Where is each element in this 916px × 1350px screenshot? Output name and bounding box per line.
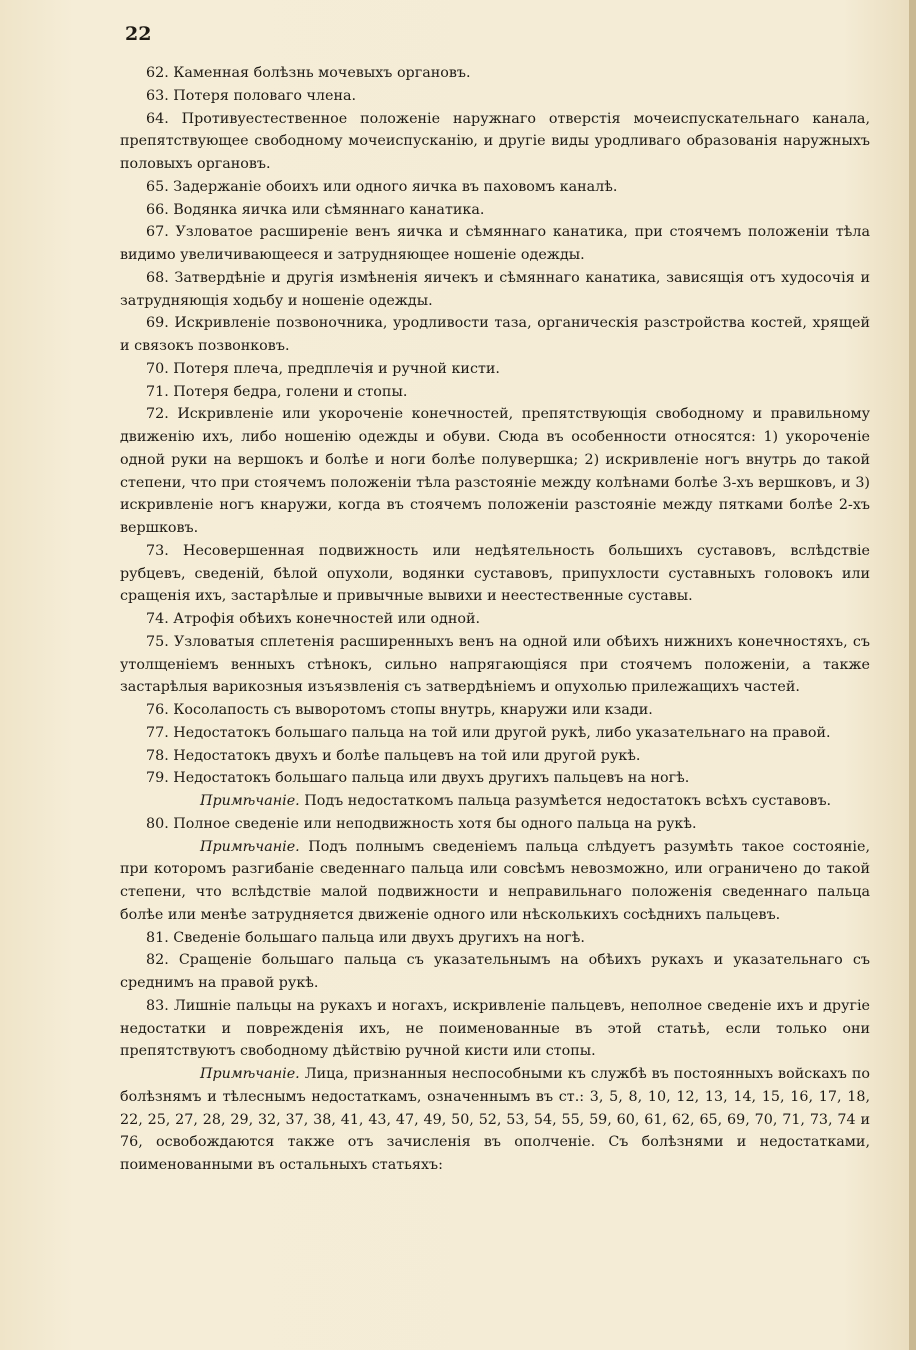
article-83: 83. Лишніе пальцы на рукахъ и ногахъ, искривленіе пальцевъ, неполное сведеніе ихъ и другіе недостатки и поврежденія ихъ, не поименованные въ этой статьѣ, если только они препятствуютъ свободному дѣйствію ручной кисти или стопы. xyxy=(120,997,870,1060)
article-78: 78. Недостатокъ двухъ и болѣе пальцевъ на той или другой рукѣ. xyxy=(146,747,641,764)
article-79: 79. Недостатокъ большаго пальца или двухъ другихъ пальцевъ на ногѣ. xyxy=(146,770,690,787)
note-label: Примѣчаніе. xyxy=(200,838,300,855)
article-63: 63. Потеря половаго члена. xyxy=(146,87,357,104)
article-65: 65. Задержаніе обоихъ или одного яичка въ паховомъ каналѣ. xyxy=(146,178,618,195)
article-66: 66. Водянка яичка или сѣмяннаго канатика. xyxy=(146,201,485,218)
article-70: 70. Потеря плеча, предплечія и ручной кисти. xyxy=(146,360,500,377)
note-80 xyxy=(120,836,870,927)
article-67: 67. Узловатое расширеніе венъ яичка и сѣмяннаго канатика, при стоячемъ положеніи тѣла видимо увеличивающееся и затрудняющее ношеніе одежды. xyxy=(120,224,870,263)
article-73: 73. Несовершенная подвижность или недѣятельность большихъ суставовъ, вслѣдствіе рубцевъ, сведеній, бѣлой опухоли, водянки суставовъ, припухлости суставныхъ головокъ или сращенія ихъ, застарѣлые и привычные вывихи и неестественные суставы. xyxy=(120,542,870,605)
note-text: Подъ полнымъ сведеніемъ пальца слѣдуетъ разумѣть такое состояніе, при которомъ разгибаніе сведеннаго пальца или совсѣмъ невозможно, или ограничено до такой степени, что вслѣдствіе малой подвижности и неправильнаго положенія сведеннаго пальца болѣе или менѣе затрудняется движеніе одного или нѣсколькихъ сосѣднихъ пальцевъ. xyxy=(120,838,870,923)
article-68: 68. Затвердѣніе и другія измѣненія яичекъ и сѣмяннаго канатика, зависящія отъ худосочія и затрудняющія ходьбу и ношеніе одежды. xyxy=(120,269,870,309)
article-80: 80. Полное сведеніе или неподвижность хотя бы одного пальца на рукѣ. xyxy=(146,815,697,832)
page-number: 22 xyxy=(125,23,152,45)
page-edge xyxy=(909,0,916,1350)
article-71: 71. Потеря бедра, голени и стопы. xyxy=(146,383,408,400)
article-74: 74. Атрофія обѣихъ конечностей или одной. xyxy=(146,611,481,627)
note-final xyxy=(120,1063,870,1177)
article-64: 64. Противуестественное положеніе наружнаго отверстія мочеиспускательнаго канала, препятствующее свободному мочеиспусканію, и другіе виды уродливаго образованія наружныхъ половыхъ органовъ. xyxy=(120,110,870,172)
article-77: 77. Недостатокъ большаго пальца на той или другой рукѣ, либо указательнаго на правой. xyxy=(146,724,831,741)
article-62: 62. Каменная болѣзнь мочевыхъ органовъ. xyxy=(146,65,471,81)
article-69: 69. Искривленіе позвоночника, уродливости таза, органическія разстройства костей, хрящей и связокъ позвонковъ. xyxy=(120,315,870,354)
note-label: Примѣчаніе. xyxy=(200,1066,300,1082)
document-body xyxy=(120,62,870,1177)
article-75: 75. Узловатыя сплетенія расширенныхъ венъ на одной или обѣихъ нижнихъ конечностяхъ, съ утолщеніемъ венныхъ стѣнокъ, сильно напрягающіяся при стоячемъ положеніи, а также застарѣлыя варикозныя изъязвленія съ затвердѣніемъ и опухолью прилежащихъ частей. xyxy=(120,633,870,696)
article-81: 81. Сведеніе большаго пальца или двухъ другихъ на ногѣ. xyxy=(146,929,585,946)
note-79 xyxy=(120,790,870,813)
note-label: Примѣчаніе. xyxy=(200,793,300,809)
article-72: 72. Искривленіе или укороченіе конечностей, препятствующія свободному и правильному движенію ихъ, либо ношенію одежды и обуви. Сюда въ особенности относятся: 1) укороченіе одной руки на вершокъ и болѣе и ноги болѣе полувершка; 2) искривленіе ногъ внутрь до такой степени, что при стоячемъ положеніи тѣла разстояніе между колѣнами болѣе 3-хъ вершковъ, и 3) искривленіе ногъ кнаружи, когда въ стоячемъ положеніи разстояніе между пятками болѣе 2-хъ вершковъ. xyxy=(120,406,870,536)
article-82: 82. Сращеніе большаго пальца съ указательнымъ на обѣихъ рукахъ и указательнаго съ среднимъ на правой рукѣ. xyxy=(120,952,870,991)
note-text: Подъ недостаткомъ пальца разумѣется недостатокъ всѣхъ суставовъ. xyxy=(299,793,832,809)
note-text: Лица, признанныя неспособными къ службѣ въ постоянныхъ войскахъ по болѣзнямъ и тѣлеснымъ недостаткамъ, означеннымъ въ ст.: 3, 5, 8, 10, 12, 13, 14, 15, 16, 17, 18, 22, 25, 27, 28, 29, 32, 37, 38, 41, 43, 47, 49, 50, 52, 53, 54, 55, 59, 60, 61, 62, 65, 69, 70, 71, 73, 74 и 76, освобождаются также отъ зачисленія въ ополченіе. Съ болѣзнями и недостатками, поименованными въ остальныхъ статьяхъ: xyxy=(120,1066,870,1173)
article-76: 76. Косолапость съ выворотомъ стопы внутрь, кнаружи или кзади. xyxy=(146,702,653,718)
